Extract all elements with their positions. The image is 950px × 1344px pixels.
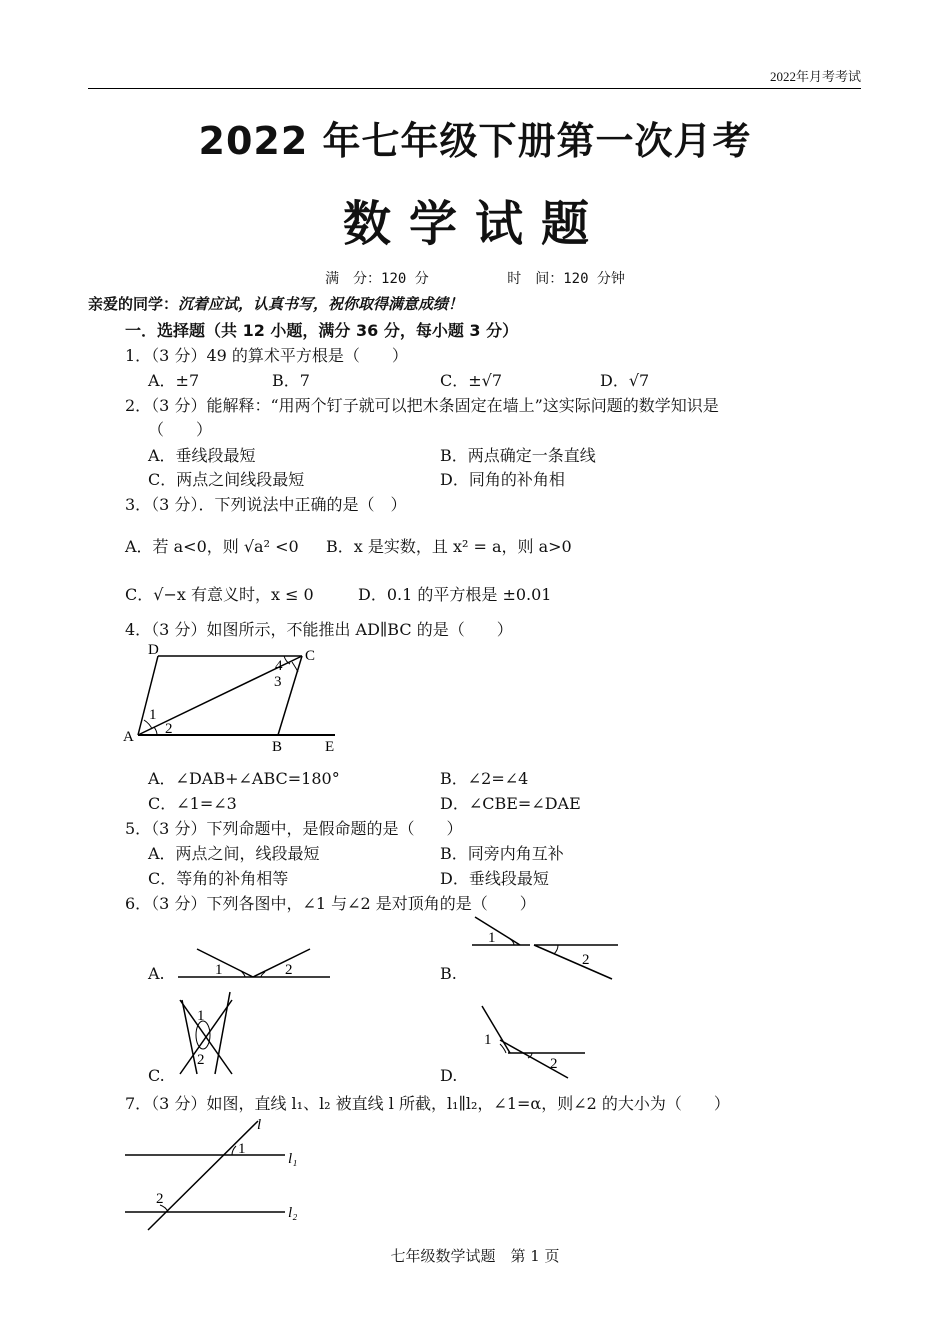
header-rule [88, 88, 861, 89]
greeting [88, 293, 463, 314]
q3-stem: 3．（3 分）．下列说法中正确的是（ ） [125, 495, 407, 514]
q4-figure [120, 640, 350, 760]
time-info: 时 间：120 分钟 [507, 271, 625, 287]
label-b: B [272, 739, 283, 755]
q4-option-d: D．∠CBE=∠DAE [440, 794, 581, 813]
page-header: 2022年月考考试 [769, 69, 861, 84]
angle-4: 4 [275, 658, 283, 674]
angle-3: 3 [274, 674, 282, 690]
q3-option-a: A．若 a<0，则 √a² <0 [125, 537, 299, 556]
q6b-angle-1: 1 [488, 930, 496, 946]
q4-option-c: C．∠1=∠3 [148, 794, 237, 813]
q6c-angle-1: 1 [197, 1008, 205, 1024]
q6d-angle-1: 1 [484, 1032, 492, 1048]
q5-option-a: A．两点之间，线段最短 [148, 844, 320, 863]
q2-option-a: A．垂线段最短 [148, 446, 256, 465]
line-l2: l₂ [288, 1205, 298, 1221]
q2-stem: 2．（3 分）能解释：“用两个钉子就可以把木条固定在墙上”这实际问题的数学知识是 [125, 396, 719, 415]
q6-option-c: C. [148, 1066, 165, 1085]
q6d-angle-2: 2 [550, 1056, 558, 1072]
label-e: E [325, 739, 335, 755]
q5-option-b: B．同旁内角互补 [440, 844, 564, 863]
q2-option-b: B．两点确定一条直线 [440, 446, 596, 465]
q6-figure-d [470, 1000, 595, 1085]
q6-option-d: D. [440, 1066, 458, 1085]
q6a-angle-2: 2 [285, 962, 293, 978]
angle-2: 2 [165, 721, 173, 737]
q6-option-b: B. [440, 964, 457, 983]
q6c-angle-2: 2 [197, 1052, 205, 1068]
q6-figure-b [470, 912, 625, 984]
q6-stem: 6．（3 分）下列各图中，∠1 与∠2 是对顶角的是（ ） [125, 894, 536, 913]
q7-angle-1: 1 [238, 1141, 246, 1157]
score-info: 满 分：120 分 [325, 271, 429, 287]
q4-option-a: A．∠DAB+∠ABC=180° [148, 769, 340, 788]
q5-stem: 5．（3 分）下列命题中，是假命题的是（ ） [125, 819, 463, 838]
label-d: D [148, 642, 159, 658]
q1-option-a: A．±7 [148, 371, 200, 390]
q6-figure-a [175, 945, 335, 985]
q3-option-b: B．x 是实数，且 x² = a，则 a>0 [326, 537, 572, 556]
q2-stem-cont: （ ） [148, 420, 213, 439]
q6-option-a: A. [148, 964, 165, 983]
q1-option-d: D．√7 [600, 371, 650, 390]
q3-option-d: D．0.1 的平方根是 ±0.01 [358, 585, 552, 604]
q6-figure-c [175, 988, 240, 1078]
exam-meta [0, 268, 950, 288]
q4-option-b: B．∠2=∠4 [440, 769, 529, 788]
q7-angle-2: 2 [156, 1191, 164, 1207]
q1-option-c: C．±√7 [440, 371, 503, 390]
q5-option-c: C．等角的补角相等 [148, 869, 289, 888]
q1-option-b: B．7 [272, 371, 310, 390]
q6a-angle-1: 1 [215, 962, 223, 978]
line-l1: l₁ [288, 1151, 298, 1167]
angle-1: 1 [149, 707, 157, 723]
q4-stem: 4．（3 分）如图所示，不能推出 AD∥BC 的是（ ） [125, 620, 513, 639]
section-heading: 一．选择题（共 12 小题，满分 36 分，每小题 3 分） [125, 321, 519, 340]
line-l: l [257, 1117, 262, 1133]
exam-title: 2022 年七年级下册第一次月考 [198, 119, 752, 163]
greeting-message: 沉着应试，认真书写，祝你取得满意成绩！ [178, 295, 464, 313]
q5-option-d: D．垂线段最短 [440, 869, 549, 888]
q1-stem: 1．（3 分）49 的算术平方根是（ ） [125, 346, 408, 365]
q6b-angle-2: 2 [582, 952, 590, 968]
label-a: A [123, 729, 134, 745]
q2-option-c: C．两点之间线段最短 [148, 470, 305, 489]
greeting-label: 亲爱的同学： [88, 295, 179, 313]
label-c: C [305, 648, 316, 664]
q2-option-d: D．同角的补角相 [440, 470, 565, 489]
subject-title: 数学试题 [342, 196, 607, 252]
q3-option-c: C．√−x 有意义时，x ≤ 0 [125, 585, 314, 604]
q7-figure [120, 1115, 320, 1235]
q7-stem: 7．（3 分）如图，直线 l₁、l₂ 被直线 l 所截，l₁∥l₂，∠1=α，则∠2 的大小为（ ） [125, 1094, 730, 1113]
page-footer: 七年级数学试题 第 1 页 [390, 1247, 560, 1265]
